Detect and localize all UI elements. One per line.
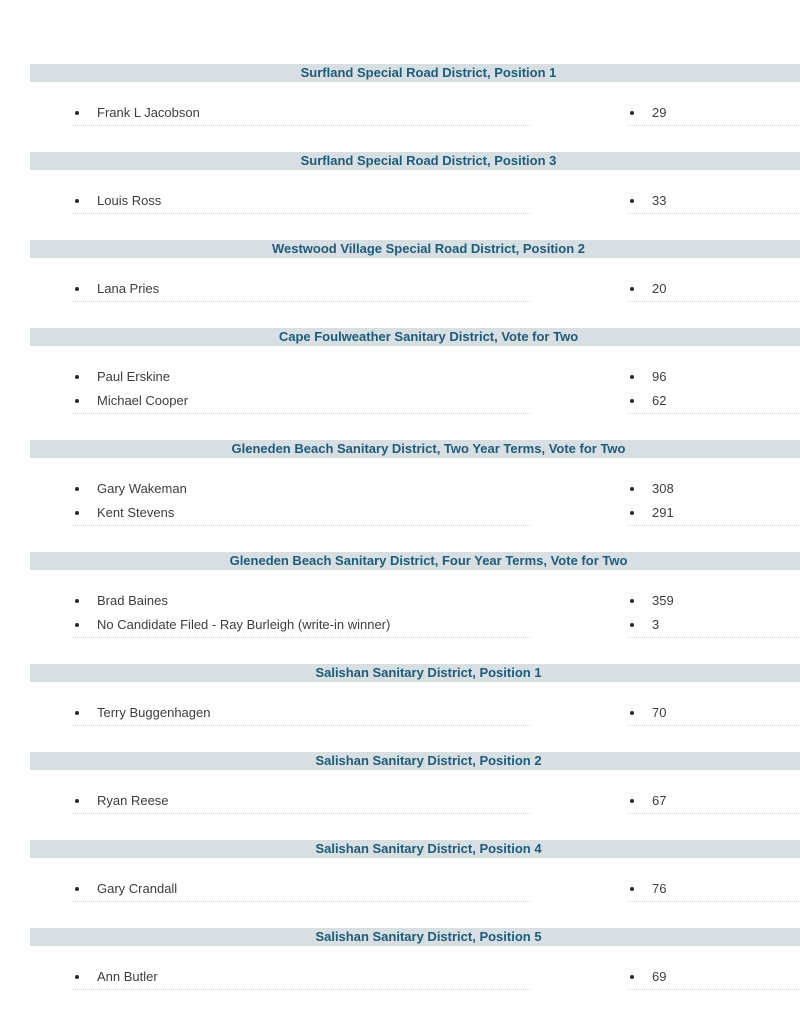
contest-title: Westwood Village Special Road District, Position 2: [271, 241, 586, 256]
bullet-icon: [75, 287, 79, 291]
contest-title: Surfland Special Road District, Position 3: [300, 153, 557, 168]
contest-header-bar: [30, 840, 800, 858]
candidate-name-item: Ann Butler: [73, 965, 530, 989]
contest-header-bar: [30, 328, 800, 346]
vote-count-item: 67: [628, 789, 800, 813]
vote-count-item: 20: [628, 277, 800, 301]
bullet-icon: [630, 887, 634, 891]
results-columns: [30, 682, 800, 726]
results-columns: [30, 770, 800, 814]
vote-count-item: 33: [628, 189, 800, 213]
results-columns: [30, 170, 800, 214]
results-columns: [30, 258, 800, 302]
candidate-name-item: Louis Ross: [73, 189, 530, 213]
bullet-icon: [630, 599, 634, 603]
bullet-icon: [630, 623, 634, 627]
vote-count-list: [628, 365, 800, 414]
vote-count-item: 29: [628, 101, 800, 125]
vote-count-item: 96: [628, 365, 800, 389]
bullet-icon: [75, 375, 79, 379]
contest-header-bar: [30, 240, 800, 258]
vote-count-list: [628, 589, 800, 638]
candidate-name-list: [73, 965, 530, 990]
candidate-name-list: [73, 189, 530, 214]
candidate-name-item: Terry Buggenhagen: [73, 701, 530, 725]
contest-section: [30, 240, 800, 302]
bullet-icon: [75, 199, 79, 203]
contest-title: Salishan Sanitary District, Position 2: [315, 753, 542, 768]
candidate-name-list: [73, 789, 530, 814]
results-columns: [30, 458, 800, 526]
vote-count-item: 308: [628, 477, 800, 501]
bullet-icon: [630, 375, 634, 379]
contest-section: [30, 152, 800, 214]
vote-count-item: 3: [628, 613, 800, 637]
contest-title: Gleneden Beach Sanitary District, Four Year Terms, Vote for Two: [229, 553, 628, 568]
candidate-name-list: [73, 589, 530, 638]
vote-count-list: [628, 877, 800, 902]
candidate-name-item: Lana Pries: [73, 277, 530, 301]
bullet-icon: [630, 711, 634, 715]
bullet-icon: [630, 399, 634, 403]
bullet-icon: [75, 511, 79, 515]
contest-title: Salishan Sanitary District, Position 4: [315, 841, 542, 856]
vote-count-item: 62: [628, 389, 800, 413]
candidate-name-item: Ryan Reese: [73, 789, 530, 813]
results-columns: [30, 570, 800, 638]
bullet-icon: [630, 487, 634, 491]
results-columns: [30, 858, 800, 902]
bullet-icon: [75, 711, 79, 715]
candidate-name-list: [73, 101, 530, 126]
vote-count-list: [628, 189, 800, 214]
vote-count-list: [628, 277, 800, 302]
contest-title: Gleneden Beach Sanitary District, Two Year Terms, Vote for Two: [231, 441, 626, 456]
contest-header-bar: [30, 752, 800, 770]
contest-title: Surfland Special Road District, Position 1: [300, 65, 557, 80]
bullet-icon: [75, 799, 79, 803]
contest-header-bar: [30, 928, 800, 946]
candidate-name-item: Brad Baines: [73, 589, 530, 613]
candidate-name-list: [73, 701, 530, 726]
bullet-icon: [630, 199, 634, 203]
candidate-name-item: Gary Crandall: [73, 877, 530, 901]
candidate-name-item: Kent Stevens: [73, 501, 530, 525]
vote-count-list: [628, 965, 800, 990]
vote-count-item: 69: [628, 965, 800, 989]
contest-title: Salishan Sanitary District, Position 5: [315, 929, 542, 944]
bullet-icon: [75, 599, 79, 603]
bullet-icon: [630, 111, 634, 115]
bullet-icon: [630, 287, 634, 291]
contest-header-bar: [30, 552, 800, 570]
candidate-name-list: [73, 877, 530, 902]
contest-title: Salishan Sanitary District, Position 1: [315, 665, 542, 680]
candidate-name-list: [73, 477, 530, 526]
vote-count-list: [628, 701, 800, 726]
contest-header-bar: [30, 64, 800, 82]
vote-count-item: 76: [628, 877, 800, 901]
candidate-name-item: No Candidate Filed - Ray Burleigh (write-in winner): [73, 613, 530, 637]
candidate-name-item: Gary Wakeman: [73, 477, 530, 501]
contest-section: [30, 552, 800, 638]
contest-section: [30, 664, 800, 726]
results-columns: [30, 346, 800, 414]
results-columns: [30, 946, 800, 990]
vote-count-item: 359: [628, 589, 800, 613]
bullet-icon: [630, 799, 634, 803]
vote-count-list: [628, 477, 800, 526]
bullet-icon: [75, 975, 79, 979]
bullet-icon: [630, 511, 634, 515]
results-columns: [30, 82, 800, 126]
bullet-icon: [75, 623, 79, 627]
bullet-icon: [75, 399, 79, 403]
contest-header-bar: [30, 152, 800, 170]
contest-section: [30, 928, 800, 990]
candidate-name-list: [73, 277, 530, 302]
vote-count-item: 70: [628, 701, 800, 725]
bullet-icon: [75, 111, 79, 115]
bullet-icon: [75, 887, 79, 891]
contest-section: [30, 840, 800, 902]
contest-title: Cape Foulweather Sanitary District, Vote for Two: [278, 329, 579, 344]
vote-count-item: 291: [628, 501, 800, 525]
vote-count-list: [628, 789, 800, 814]
candidate-name-item: Paul Erskine: [73, 365, 530, 389]
contest-header-bar: [30, 664, 800, 682]
bullet-icon: [630, 975, 634, 979]
candidate-name-list: [73, 365, 530, 414]
contest-section: [30, 440, 800, 526]
candidate-name-item: Michael Cooper: [73, 389, 530, 413]
vote-count-list: [628, 101, 800, 126]
candidate-name-item: Frank L Jacobson: [73, 101, 530, 125]
contest-section: [30, 752, 800, 814]
contest-section: [30, 64, 800, 126]
contest-header-bar: [30, 440, 800, 458]
contest-section: [30, 328, 800, 414]
bullet-icon: [75, 487, 79, 491]
